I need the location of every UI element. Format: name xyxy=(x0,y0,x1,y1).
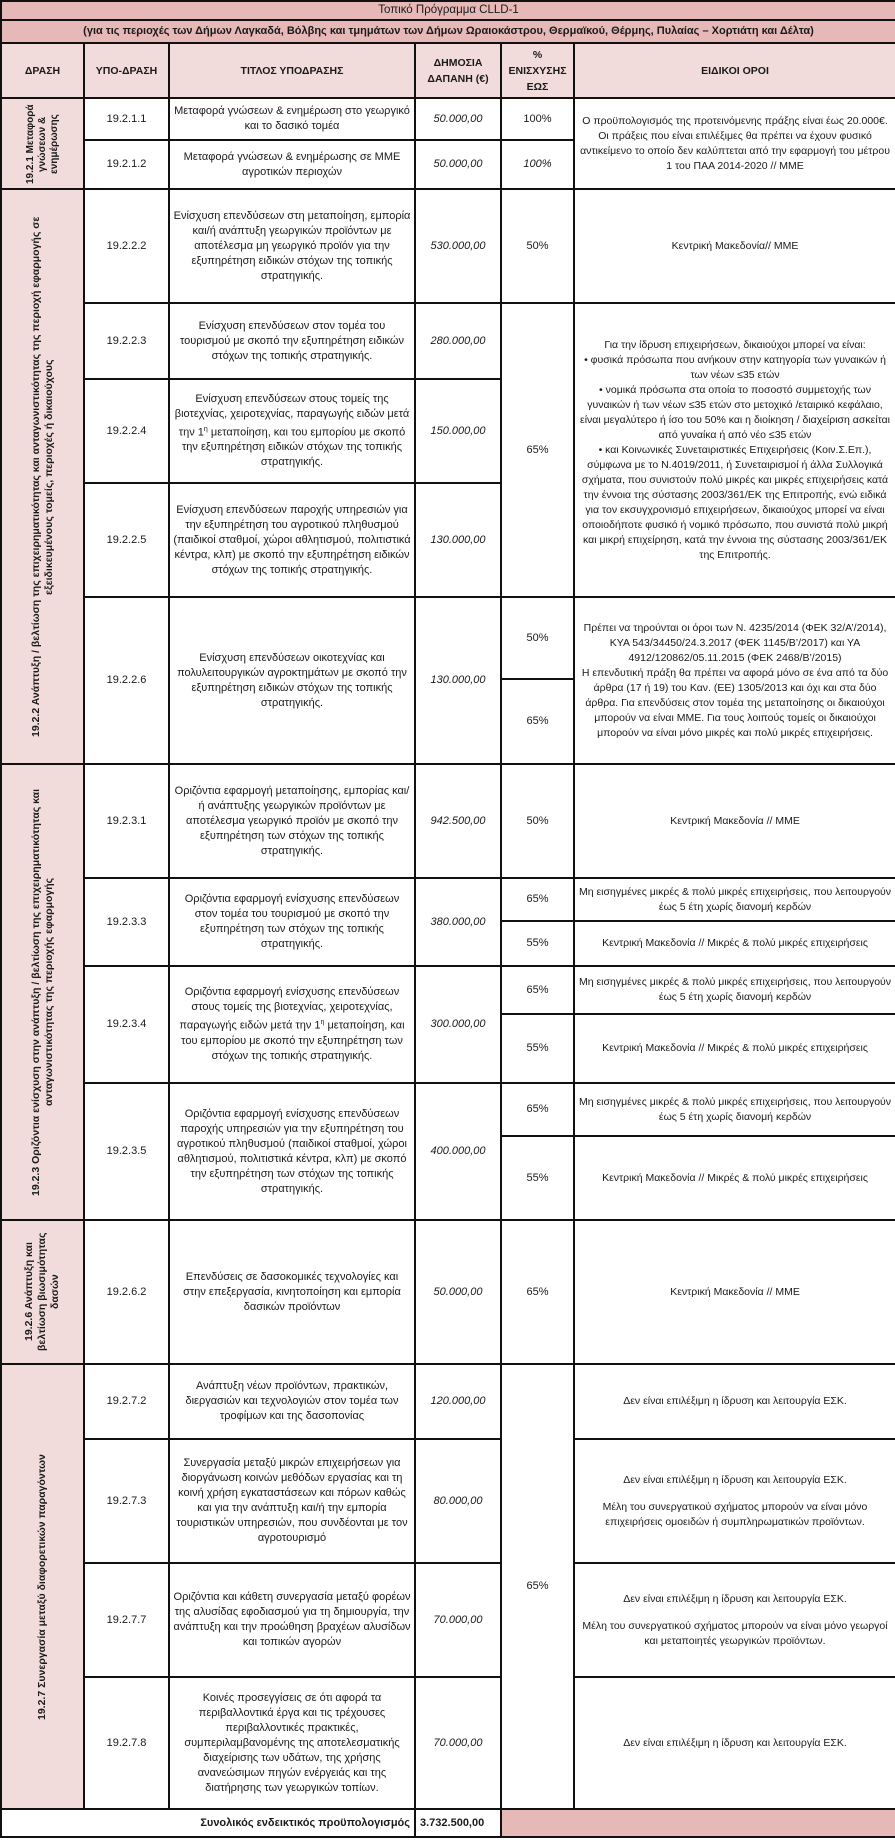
group-label: 19.2.2 Ανάπτυξη / βελτίωση της επιχειρηματικότητας και ανταγωνιστικότητας της περιοχή εφαρμογής σε εξειδικευμένους τομείς, περιοχές ή δικαιούχους xyxy=(29,216,55,737)
sub-action-code: 19.2.7.8 xyxy=(84,1677,169,1809)
sub-action-code: 19.2.7.2 xyxy=(84,1364,169,1439)
amount: 70.000,00 xyxy=(415,1563,501,1677)
amount: 530.000,00 xyxy=(415,189,501,303)
terms-line: Μέλη του συνεργατικού σχήματος μπορούν να είναι μόνο επιχειρήσεις ομοειδών ή συμπληρωματικών προϊόντων. xyxy=(602,1500,868,1528)
sub-action-title: Επενδύσεις σε δασοκομικές τεχνολογίες και στην επεξεργασία, κινητοποίηση και εμπορία δασικών προϊόντων xyxy=(169,1220,415,1364)
title-part: μεταποίηση, και του εμπορίου με σκοπό την εξυπηρέτηση ειδικών στόχων της τοπικής στρατηγικής. xyxy=(181,426,406,469)
sub-action-title: Οριζόντια και κάθετη συνεργασία μεταξύ φορέων της αλυσίδας εφοδιασμού για τη δημιουργία, την ανάπτυξη και την προώθηση βραχέων αλυσίδων και τοπικών αγορών xyxy=(169,1563,415,1677)
table-row xyxy=(1,98,895,140)
sub-action-code: 19.2.7.7 xyxy=(84,1563,169,1677)
total-label: Συνολικός ενδεικτικός προϋπολογισμός xyxy=(1,1809,415,1837)
total-amount: 3.732.500,00 xyxy=(415,1809,501,1837)
amount: 80.000,00 xyxy=(415,1439,501,1563)
sub-action-code: 19.2.2.2 xyxy=(84,189,169,303)
support-pct: 50% xyxy=(501,189,574,303)
header-row xyxy=(1,43,895,98)
subtitle-row xyxy=(1,20,895,43)
terms-line: Η επενδυτική πράξη θα πρέπει να αφορά μόνο σε ένα από τα δύο άρθρα (17 ή 19) του Καν. (ΕΕ) 1305/2013 και όχι και στα δύο άρθρα. Για επενδύσεις στον τομέα της μεταποίησης οι δικαιούχοι μπορούν να είναι ΜΜΕ. Για τους λοιπούς τομείς οι δικαιούχοι μπορούν να είναι μόνο μικρές και πολύ μικρές επιχειρήσεις. xyxy=(581,666,889,739)
title-part: Ενίσχυση επενδύσεων στους τομείς της βιοτεχνίας, χειροτεχνίας, παραγωγής ειδών μετά την 1 xyxy=(174,392,410,439)
amount: 150.000,00 xyxy=(415,379,501,483)
terms-line: Πρέπει να τηρούνται οι όροι των Ν. 4235/2014 (ΦΕΚ 32/Α’/2014), ΚΥΑ 543/34450/24.3.2017 (ΦΕΚ 1145/Β’/2017) και ΥΑ 4912/120862/05.11.2015 (ΦΕΚ 2468/Β’/2015) xyxy=(583,621,887,664)
special-terms: Κεντρική Μακεδονία // Μικρές & πολύ μικρές επιχειρήσεις xyxy=(574,1136,895,1220)
support-pct: 65% xyxy=(501,1364,574,1809)
group-label: 19.2.7 Συνεργασία μεταξύ διαφορετικών παραγόντων xyxy=(36,1453,48,1720)
document-title: Τοπικό Πρόγραμμα CLLD-1 xyxy=(1,1,895,20)
terms-line: Δεν είναι επιλέξιμη η ίδρυση και λειτουργία ΕΣΚ. xyxy=(623,1473,847,1486)
special-terms xyxy=(574,597,895,764)
support-pct: 65% xyxy=(501,1220,574,1364)
support-pct: 65% xyxy=(501,303,574,597)
special-terms: Κεντρική Μακεδονία // Μικρές & πολύ μικρές επιχειρήσεις xyxy=(574,921,895,966)
document-subtitle: (για τις περιοχές των Δήμων Λαγκαδά, Βόλβης και τμημάτων των Δήμων Ωραιοκάστρου, Θερμαϊκού, Θέρμης, Πυλαίας – Χορτιάτη και Δέλτα) xyxy=(1,20,895,43)
support-pct: 55% xyxy=(501,1014,574,1083)
sub-action-title: Ενίσχυση επενδύσεων στον τομέα του τουρισμού με σκοπό την εξυπηρέτηση ειδικών στόχων της τοπικής στρατηγικής. xyxy=(169,303,415,379)
support-pct: 55% xyxy=(501,1136,574,1220)
special-terms: Δεν είναι επιλέξιμη η ίδρυση και λειτουργία ΕΣΚ. xyxy=(574,1677,895,1809)
sub-action-title: Ενίσχυση επενδύσεων οικοτεχνίας και πολυλειτουργικών αγροκτημάτων με σκοπό την εξυπηρέτηση ειδικών στόχων της τοπικής στρατηγικής. xyxy=(169,597,415,764)
sub-action-title: Συνεργασία μεταξύ μικρών επιχειρήσεων για διοργάνωση κοινών μεθόδων εργασίας και τη κοινή χρήση εγκαταστάσεων και πόρων καθώς και για την ανάπτυξη και/ή την εμπορία τουριστικών υπηρεσιών, που συνδέονται με τον αγροτουρισμό xyxy=(169,1439,415,1563)
support-pct: 55% xyxy=(501,921,574,966)
sub-action-code: 19.2.3.3 xyxy=(84,878,169,966)
special-terms xyxy=(574,303,895,597)
terms-line: • φυσικά πρόσωπα που ανήκουν στην κατηγορία των γυναικών ή των νέων ≤35 ετών xyxy=(584,353,886,381)
sub-action-code: 19.2.2.5 xyxy=(84,483,169,597)
support-pct: 65% xyxy=(501,878,574,921)
table-row xyxy=(1,1563,895,1677)
title-superscript: η xyxy=(203,425,208,433)
amount: 130.000,00 xyxy=(415,597,501,764)
header-sub-action-title: ΤΙΤΛΟΣ ΥΠΟΔΡΑΣΗΣ xyxy=(169,43,415,98)
amount: 942.500,00 xyxy=(415,764,501,878)
sub-action-code: 19.2.1.1 xyxy=(84,98,169,140)
sub-action-title: Ενίσχυση επενδύσεων στη μεταποίηση, εμπορία και/ή ανάπτυξη γεωργικών προϊόντων με αποτέλεσμα μη γεωργικό προϊόν για την εξυπηρέτηση ειδικών στόχων της τοπικής στρατηγικής. xyxy=(169,189,415,303)
title-part: Οριζόντια εφαρμογή ενίσχυσης επενδύσεων στους τομείς της βιοτεχνίας, χειροτεχνίας, παραγωγής ειδών μετά την 1 xyxy=(179,986,400,1032)
sub-action-title: Ανάπτυξη νέων προϊόντων, πρακτικών, διεργασιών και τεχνολογιών στον τομέα των τροφίμων και της δασοπονίας xyxy=(169,1364,415,1439)
table-row xyxy=(1,1364,895,1439)
support-pct: 100% xyxy=(501,140,574,189)
header-action: ΔΡΑΣΗ xyxy=(1,43,84,98)
header-support-pct: % ΕΝΙΣΧΥΣΗΣ ΕΩΣ xyxy=(501,43,574,98)
total-fill xyxy=(501,1809,895,1837)
support-pct: 65% xyxy=(501,679,574,764)
group-19-2-1 xyxy=(1,98,84,189)
table-row xyxy=(1,189,895,303)
sub-action-title: Οριζόντια εφαρμογή μεταποίησης, εμπορίας και/ή ανάπτυξης γεωργικών προϊόντων με αποτέλεσμα γεωργικό προϊόν με σκοπό την εξυπηρέτηση των στόχων της τοπικής στρατηγικής. xyxy=(169,764,415,878)
terms-line: Μέλη του συνεργατικού σχήματος μπορούν να είναι μόνο γεωργοί και μεταποιητές γεωργικών προϊόντων. xyxy=(582,1619,888,1647)
group-label: 19.2.1 Μεταφορά γνώσεων & ενημέρωσης xyxy=(24,103,60,184)
special-terms xyxy=(574,1563,895,1677)
amount: 380.000,00 xyxy=(415,878,501,966)
terms-line: Δεν είναι επιλέξιμη η ίδρυση και λειτουργία ΕΣΚ. xyxy=(623,1592,847,1605)
amount: 130.000,00 xyxy=(415,483,501,597)
sub-action-code: 19.2.2.6 xyxy=(84,597,169,764)
table-row xyxy=(1,1083,895,1136)
terms-line: Για την ίδρυση επιχειρήσεων, δικαιούχοι μπορεί να είναι: xyxy=(604,338,866,351)
title-part: μεταποίηση, και του εμπορίου με σκοπό την εξυπηρέτηση των στόχων της τοπικής στρατηγικής. xyxy=(181,1019,405,1062)
title-row xyxy=(1,1,895,20)
sub-action-code: 19.2.3.5 xyxy=(84,1083,169,1220)
support-pct: 100% xyxy=(501,98,574,140)
amount: 280.000,00 xyxy=(415,303,501,379)
special-terms: Κεντρική Μακεδονία // ΜΜΕ xyxy=(574,1220,895,1364)
special-terms: Κεντρική Μακεδονία // ΜΜΕ xyxy=(574,764,895,878)
sub-action-code: 19.2.2.4 xyxy=(84,379,169,483)
amount: 400.000,00 xyxy=(415,1083,501,1220)
table-row xyxy=(1,764,895,878)
support-pct: 50% xyxy=(501,597,574,679)
amount: 120.000,00 xyxy=(415,1364,501,1439)
group-19-2-2 xyxy=(1,189,84,764)
special-terms xyxy=(574,1439,895,1563)
sub-action-code: 19.2.2.3 xyxy=(84,303,169,379)
special-terms: Κεντρική Μακεδονία // Μικρές & πολύ μικρές επιχειρήσεις xyxy=(574,1014,895,1083)
sub-action-code: 19.2.3.1 xyxy=(84,764,169,878)
amount: 300.000,00 xyxy=(415,966,501,1083)
table-row xyxy=(1,1677,895,1809)
header-special-terms: ΕΙΔΙΚΟΙ ΟΡΟΙ xyxy=(574,43,895,98)
table-row xyxy=(1,597,895,679)
title-superscript: η xyxy=(320,1019,325,1027)
support-pct: 65% xyxy=(501,1083,574,1136)
sub-action-code: 19.2.7.3 xyxy=(84,1439,169,1563)
header-public-expenditure: ΔΗΜΟΣΙΑ ΔΑΠΑΝΗ (€) xyxy=(415,43,501,98)
support-pct: 65% xyxy=(501,966,574,1014)
group-19-2-3 xyxy=(1,764,84,1220)
sub-action-title: Οριζόντια εφαρμογή ενίσχυσης επενδύσεων παροχής υπηρεσιών για την εξυπηρέτηση του αγροτικού πληθυσμού (παιδικοί σταθμοί, χώροι αθλητισμού, πολιτιστικά κέντρα, κλπ) με σκοπό την εξυπηρέτηση των στόχων της τοπικής στρατηγικής. xyxy=(169,1083,415,1220)
sub-action-code: 19.2.6.2 xyxy=(84,1220,169,1364)
group-19-2-6 xyxy=(1,1220,84,1364)
sub-action-title: Κοινές προσεγγίσεις σε ότι αφορά τα περιβαλλοντικά έργα και τις τρέχουσες περιβαλλοντικές πρακτικές, συμπεριλαμβανομένης της αποτελεσματικής διαχείρισης των υδάτων, της χρήσης ανανεώσιμων πηγών ενέργειάς και της διατήρησης των γεωργικών τοπίων. xyxy=(169,1677,415,1809)
amount: 50.000,00 xyxy=(415,1220,501,1364)
table-row xyxy=(1,303,895,379)
special-terms: Μη εισηγμένες μικρές & πολύ μικρές επιχειρήσεις, που λειτουργούν έως 5 έτη χωρίς διανομή κερδών xyxy=(574,1083,895,1136)
sub-action-title: Ενίσχυση επενδύσεων παροχής υπηρεσιών για την εξυπηρέτηση του αγροτικού πληθυσμού (παιδικοί σταθμοί, χώροι αθλητισμού, πολιτιστικά κέντρα, κλπ) με σκοπό την εξυπηρέτηση ειδικών στόχων της τοπικής στρατηγικής. xyxy=(169,483,415,597)
sub-action-title: Μεταφορά γνώσεων & ενημέρωση στο γεωργικό και το δασικό τομέα xyxy=(169,98,415,140)
group-19-2-7 xyxy=(1,1364,84,1809)
header-sub-action: ΥΠΟ-ΔΡΑΣΗ xyxy=(84,43,169,98)
amount: 70.000,00 xyxy=(415,1677,501,1809)
total-row xyxy=(1,1809,895,1837)
special-terms: Μη εισηγμένες μικρές & πολύ μικρές επιχειρήσεις, που λειτουργούν έως 5 έτη χωρίς διανομή κερδών xyxy=(574,966,895,1014)
table-row xyxy=(1,966,895,1014)
special-terms: Κεντρική Μακεδονία// ΜΜΕ xyxy=(574,189,895,303)
terms-line: • νομικά πρόσωπα στα οποία το ποσοστό συμμετοχής των γυναικών ή των νέων ≤35 ετών στο μετοχικό /εταιρικό κεφάλαιο, είναι μεγαλύτερο ή ίσο του 50% και η διοίκηση / διαχείριση ασκείται από γυναίκα ή από νέο ≤35 ετών xyxy=(580,383,890,441)
table-row xyxy=(1,1439,895,1563)
amount: 50.000,00 xyxy=(415,98,501,140)
sub-action-title: Οριζόντια εφαρμογή ενίσχυσης επενδύσεων στον τομέα του τουρισμού με σκοπό την εξυπηρέτηση των στόχων της τοπικής στρατηγικής. xyxy=(169,878,415,966)
table-row xyxy=(1,878,895,921)
sub-action-title: Μεταφορά γνώσεων & ενημέρωσης σε ΜΜΕ αγροτικών περιοχών xyxy=(169,140,415,189)
sub-action-code: 19.2.3.4 xyxy=(84,966,169,1083)
sub-action-code: 19.2.1.2 xyxy=(84,140,169,189)
terms-line: • και Κοινωνικές Συνεταιριστικές Επιχειρήσεις (Κοιν.Σ.Επ.), σύμφωνα με το Ν.4019/2011, ή Συνεταιρισμοί ή άλλα Συλλογικά σχήματα, που συνιστούν πολύ μικρές και μικρές επιχειρήσεις κατά την έννοια της σύστασης 2003/361/ΕΚ της Επιτροπής, ενώ ειδικά για τον εκσυγχρονισμό επιχειρήσεων, δικαιούχος μπορεί να είναι οποιοδήποτε φυσικό ή νομικό πρόσωπο, που συνιστά πολύ μικρή και μικρή επιχείρηση, κατά την έννοια της σύστασης 2003/361/ΕΚ της Επιτροπής. xyxy=(581,443,889,561)
special-terms: Ο προϋπολογισμός της προτεινόμενης πράξης είναι έως 20.000€. Οι πράξεις που είναι επιλέξιμες θα πρέπει να έχουν φυσικό αντικείμενο το οποίο δεν καλύπτεται από την εφαρμογή του μέτρου 1 του ΠΑΑ 2014-2020 // ΜΜΕ xyxy=(574,98,895,189)
special-terms: Μη εισηγμένες μικρές & πολύ μικρές επιχειρήσεις, που λειτουργούν έως 5 έτη χωρίς διανομή κερδών xyxy=(574,878,895,921)
group-label: 19.2.6 Ανάπτυξη και βελτίωση βιωσιμότητας δασών xyxy=(23,1232,61,1352)
table-row xyxy=(1,1220,895,1364)
special-terms: Δεν είναι επιλέξιμη η ίδρυση και λειτουργία ΕΣΚ. xyxy=(574,1364,895,1439)
amount: 50.000,00 xyxy=(415,140,501,189)
support-pct: 50% xyxy=(501,764,574,878)
sub-action-title xyxy=(169,379,415,483)
sub-action-title xyxy=(169,966,415,1083)
group-label: 19.2.3 Οριζόντια ενίσχυση στην ανάπτυξη / βελτίωση της επιχειρηματικότητας και ανταγωνιστικότητας της περιοχής εφαρμογής xyxy=(29,788,55,1196)
